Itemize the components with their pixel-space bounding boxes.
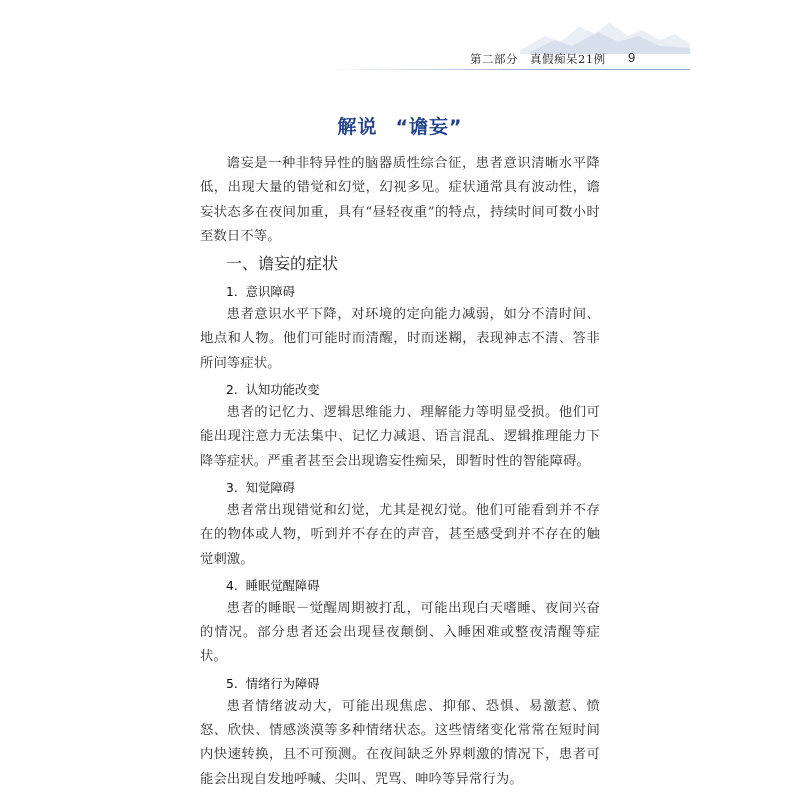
page-body [200, 112, 600, 792]
item-paragraph-2: 患者的记忆力、逻辑思维能力、理解能力等明显受损。他们可能出现注意力无法集中、记忆力减退、语言混乱、逻辑推理能力下降等症状。严重者甚至会出现谵妄性痴呆，即暂时性的智能障碍。 [200, 405, 600, 469]
item-number: 1. [226, 285, 238, 300]
item-paragraph-5: 患者情绪波动大，可能出现焦虑、抑郁、恐惧、易激惹、愤怒、欣快、情感淡漠等多种情绪状态。这些情绪变化常常在短时间内快速转换，且不可预测。在夜间缺乏外界刺激的情况下，患者可能会出现自发地呼喊、尖叫、咒骂、呻吟等异常行为。 [200, 698, 600, 787]
item-number: 3. [226, 480, 238, 495]
item-label: 意识障碍 [245, 285, 295, 300]
page-number: 9 [628, 50, 636, 65]
item-label: 情绪行为障碍 [245, 676, 320, 691]
item-number: 5. [226, 676, 238, 691]
item-label: 知觉障碍 [245, 480, 295, 495]
intro-paragraph: 谵妄是一种非特异性的脑器质性综合征，患者意识清晰水平降低，出现大量的错觉和幻觉，幻视多见。症状通常具有波动性，谵妄状态多在夜间加重，具有“昼轻夜重”的特点，持续时间可数小时至数日不等。 [200, 156, 600, 244]
item-number: 4. [226, 578, 238, 593]
item-heading-2 [200, 379, 600, 401]
item-label: 睡眠觉醒障碍 [245, 578, 320, 593]
item-heading-3 [200, 477, 600, 499]
page-title [200, 112, 600, 142]
item-heading-5 [200, 673, 600, 695]
item-heading-4 [200, 575, 600, 597]
header-rule [330, 69, 690, 70]
item-label: 认知功能改变 [245, 383, 320, 398]
item-paragraph-3: 患者常出现错觉和幻觉，尤其是视幻觉。他们可能看到并不存在的物体或人物，听到并不存在的声音，甚至感受到并不存在的触觉刺激。 [200, 502, 600, 567]
mountain-icon [520, 14, 690, 54]
running-header-chapter: 第二部分 真假痴呆21例 [470, 52, 606, 66]
section-heading: 一、谵妄的症状 [226, 254, 339, 274]
item-heading-1 [200, 281, 600, 303]
item-number: 2. [226, 383, 238, 398]
item-paragraph-4: 患者的睡眠－觉醒周期被打乱，可能出现白天嗜睡、夜间兴奋的情况。部分患者还会出现昼夜颠倒、入睡困难或整夜清醒等症状。 [200, 600, 600, 665]
title-main: 解说 [337, 116, 378, 138]
item-paragraph-1: 患者意识水平下降，对环境的定向能力减弱，如分不清时间、地点和人物。他们可能时而清醒，时而迷糊，表现神志不清、答非所问等症状。 [200, 307, 600, 371]
title-term: “谵妄” [395, 116, 463, 138]
